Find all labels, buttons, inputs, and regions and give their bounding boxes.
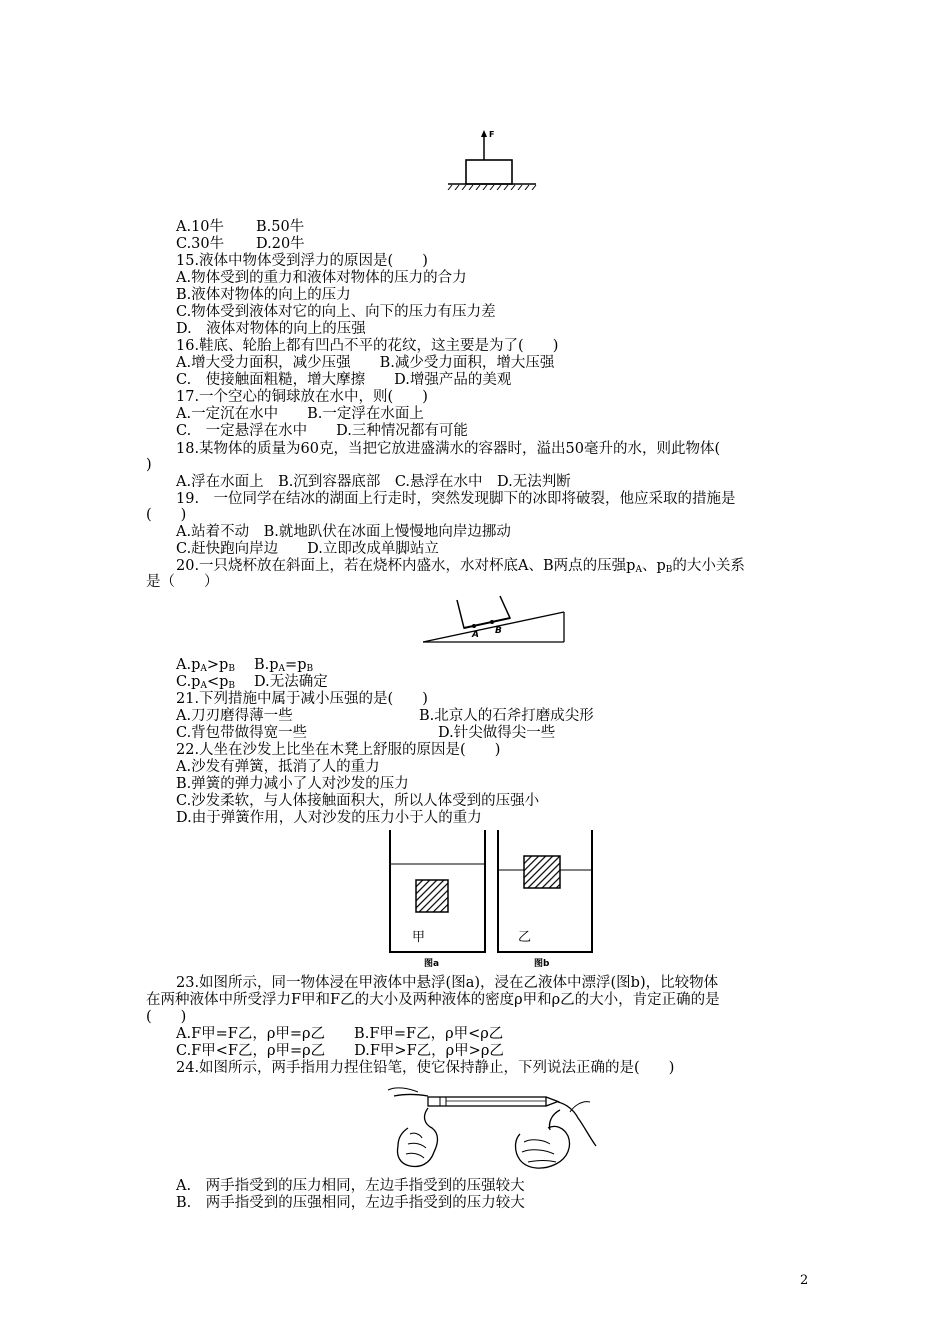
q20-option-d: D.无法确定	[254, 674, 328, 690]
q22-stem: 22.人坐在沙发上比坐在木凳上舒服的原因是( )	[176, 742, 501, 758]
q15-option-c: C.物体受到液体对它的向上、向下的压力有压力差	[176, 304, 496, 320]
q23-stem-line1: 23.如图所示，同一物体浸在甲液体中悬浮(图a)，浸在乙液体中漂浮(图b)，比较物体	[176, 975, 719, 991]
q21-option-d: D.针尖做得尖一些	[438, 725, 556, 741]
caption-fig-b: 图b	[534, 959, 550, 968]
q15-option-a: A.物体受到的重力和液体对物体的压力的合力	[176, 270, 467, 286]
block-force-figure	[444, 128, 540, 190]
q22-option-c: C.沙发柔软，与人体接触面积大，所以人体受到的压强小	[176, 793, 540, 809]
q21-option-c: C.背包带做得宽一些	[176, 725, 308, 741]
q19-options-ab: A.站着不动 B.就地趴伏在冰面上慢慢地向岸边挪动	[176, 524, 511, 540]
q24-option-b: B. 两手指受到的压强相同，左边手指受到的压力较大	[176, 1195, 525, 1211]
q20-stem-line1: 20.一只烧杯放在斜面上，若在烧杯内盛水，水对杯底A、B两点的压强$p_A$、$p_B$的大小关系	[176, 558, 745, 575]
q19-stem-line2: ( )	[146, 507, 187, 523]
q23-options-ab: A.F甲=F乙，ρ甲=ρ乙 B.F甲=F乙，ρ甲<ρ乙	[176, 1026, 504, 1042]
q21-option-a: A.刀刃磨得薄一些	[176, 708, 293, 724]
caption-fig-a: 图a	[424, 959, 440, 968]
q14-option-b: B.50牛	[256, 219, 305, 235]
q22-option-b: B.弹簧的弹力减小了人对沙发的压力	[176, 776, 409, 792]
q14-option-d: D.20牛	[256, 236, 305, 252]
beaker-incline-figure	[420, 594, 570, 646]
q17-options-ab: A.一定沉在水中 B.一定浮在水面上	[176, 406, 424, 422]
q18-options: A.浮在水面上 B.沉到容器底部 C.悬浮在水中 D.无法判断	[176, 474, 571, 490]
q19-options-cd: C.赶快跑向岸边 D.立即改成单脚站立	[176, 541, 439, 557]
q15-option-b: B.液体对物体的向上的压力	[176, 287, 351, 303]
q23-options-cd: C.F甲<F乙，ρ甲=ρ乙 D.F甲>F乙，ρ甲>ρ乙	[176, 1043, 504, 1059]
q14-option-a: A.10牛	[176, 219, 225, 235]
page-number: 2	[800, 1273, 809, 1288]
q22-option-a: A.沙发有弹簧，抵消了人的重力	[176, 759, 380, 775]
q19-stem-line1: 19. 一位同学在结冰的湖面上行走时，突然发现脚下的冰即将破裂，他应采取的措施是	[176, 491, 736, 507]
q20-option-c: $C.p_A<p_B$	[176, 674, 236, 691]
q16-options-cd: C. 使接触面粗糙，增大摩擦 D.增强产品的美观	[176, 372, 512, 388]
q20-stem-line2: 是（ ）	[146, 574, 219, 590]
q21-stem: 21.下列措施中属于减小压强的是( )	[176, 691, 428, 707]
q21-option-b: B.北京人的石斧打磨成尖形	[419, 708, 594, 724]
label-jia: 甲	[412, 930, 426, 945]
q23-stem-line3: ( )	[146, 1009, 187, 1025]
q18-stem-line1: 18.某物体的质量为60克，当把它放进盛满水的容器时，溢出50毫升的水，则此物体(	[176, 441, 721, 457]
q17-stem: 17.一个空心的铜球放在水中，则( )	[176, 389, 428, 405]
point-b-label: B	[495, 626, 502, 636]
label-yi: 乙	[518, 930, 532, 945]
pencil-fingers-figure	[384, 1082, 600, 1174]
q24-stem: 24.如图所示，两手指用力捏住铅笔，使它保持静止，下列说法正确的是( )	[176, 1060, 675, 1076]
q22-option-d: D.由于弹簧作用，人对沙发的压力小于人的重力	[176, 810, 482, 826]
beakers-figure	[384, 826, 596, 968]
q20-option-a: $A.p_A>p_B$	[176, 657, 235, 674]
q23-stem-line2: 在两种液体中所受浮力F甲和F乙的大小及两种液体的密度ρ甲和ρ乙的大小，肯定正确的是	[146, 992, 720, 1008]
q18-stem-line2: )	[146, 457, 152, 473]
q20-option-b: $B.p_A=p_B$	[254, 657, 314, 674]
q15-stem: 15.液体中物体受到浮力的原因是( )	[176, 253, 428, 269]
q15-option-d: D. 液体对物体的向上的压强	[176, 321, 366, 337]
q14-option-c: C.30牛	[176, 236, 225, 252]
q16-options-ab: A.增大受力面积，减少压强 B.减少受力面积，增大压强	[176, 355, 555, 371]
force-label: F	[489, 130, 495, 139]
q17-options-cd: C. 一定悬浮在水中 D.三种情况都有可能	[176, 423, 468, 439]
q24-option-a: A. 两手指受到的压力相同，左边手指受到的压强较大	[176, 1178, 525, 1194]
point-a-label: A	[472, 630, 479, 640]
q16-stem: 16.鞋底、轮胎上都有凹凸不平的花纹，这主要是为了( )	[176, 338, 559, 354]
